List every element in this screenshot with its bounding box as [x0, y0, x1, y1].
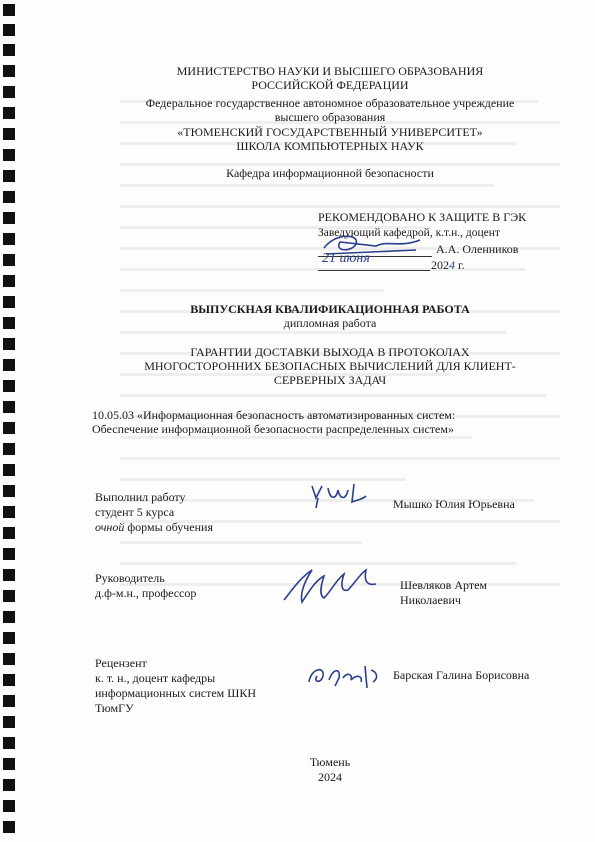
supervisor-label-line-1: Руководитель [95, 571, 165, 585]
year: 2024 [318, 770, 342, 784]
university-name: «ТЮМЕНСКИЙ ГОСУДАРСТВЕННЫЙ УНИВЕРСИТЕТ» [177, 125, 483, 139]
study-form-rest: формы обучения [127, 520, 213, 534]
work-subtype: дипломная работа [283, 316, 377, 330]
reviewer-label-line-3: информационных систем ШКН [95, 686, 257, 700]
city: Тюмень [309, 755, 351, 769]
supervisor-signature [280, 560, 380, 608]
work-title-line-2: МНОГОСТОРОННИХ БЕЗОПАСНЫХ ВЫЧИСЛЕНИЙ ДЛЯ КЛИЕНТ- [144, 359, 516, 373]
approval-role: Заведующий кафедрой, к.т.н., доцент [318, 227, 500, 239]
work-type: ВЫПУСКНАЯ КВАЛИФИКАЦИОННАЯ РАБОТА [190, 302, 470, 316]
reviewer-label-line-1: Рецензент [95, 656, 147, 670]
work-title-line-3: СЕРВЕРНЫХ ЗАДАЧ [273, 373, 387, 387]
student-label-line-2: студент 5 курса [95, 505, 175, 519]
institution-line-1: Федеральное государственное автономное образовательное учреждение [145, 96, 515, 110]
reviewer-signature [305, 660, 387, 694]
ministry-line-2: РОССИЙСКОЙ ФЕДЕРАЦИИ [251, 78, 409, 92]
work-title-line-1: ГАРАНТИИ ДОСТАВКИ ВЫХОДА В ПРОТОКОЛАХ [190, 345, 470, 359]
show-through-text [120, 100, 560, 700]
supervisor-name-line-2: Николаевич [400, 593, 461, 607]
approval-year-digit: 4 [449, 258, 455, 272]
study-form-italic: очной [95, 520, 125, 534]
supervisor-name-line-1: Шевляков Артем [400, 578, 488, 592]
approval-name: А.А. Оленников [436, 242, 519, 256]
student-signature [306, 478, 376, 512]
approval-title: РЕКОМЕНДОВАНО К ЗАЩИТЕ В ГЭК [318, 210, 527, 224]
ministry-line-1: МИНИСТЕРСТВО НАУКИ И ВЫСШЕГО ОБРАЗОВАНИЯ [176, 64, 484, 78]
reviewer-label-line-2: к. т. н., доцент кафедры [95, 671, 216, 685]
approval-handwritten-date: 21 июня [322, 251, 370, 266]
reviewer-label-line-4: ТюмГУ [95, 701, 134, 715]
approval-year-prefix: 202 [431, 258, 449, 272]
approval-year [431, 258, 465, 272]
supervisor-label-line-2: д.ф-м.н., профессор [95, 586, 197, 600]
spiral-binding [3, 4, 15, 842]
student-name: Мышко Юлия Юрьевна [393, 497, 515, 511]
approval-year-suffix: г. [458, 258, 465, 272]
department-name: Кафедра информационной безопасности [226, 166, 434, 180]
student-study-form [95, 520, 213, 534]
reviewer-name: Барская Галина Борисовна [393, 668, 530, 682]
specialty-line-1: 10.05.03 «Информационная безопасность автоматизированных систем: [92, 408, 456, 422]
institution-line-2: высшего образования [274, 110, 386, 124]
school-name: ШКОЛА КОМПЬЮТЕРНЫХ НАУК [236, 139, 424, 153]
specialty-line-2: Обеспечение информационной безопасности распределенных систем» [92, 422, 454, 436]
student-label-line-1: Выполнил работу [95, 490, 186, 504]
